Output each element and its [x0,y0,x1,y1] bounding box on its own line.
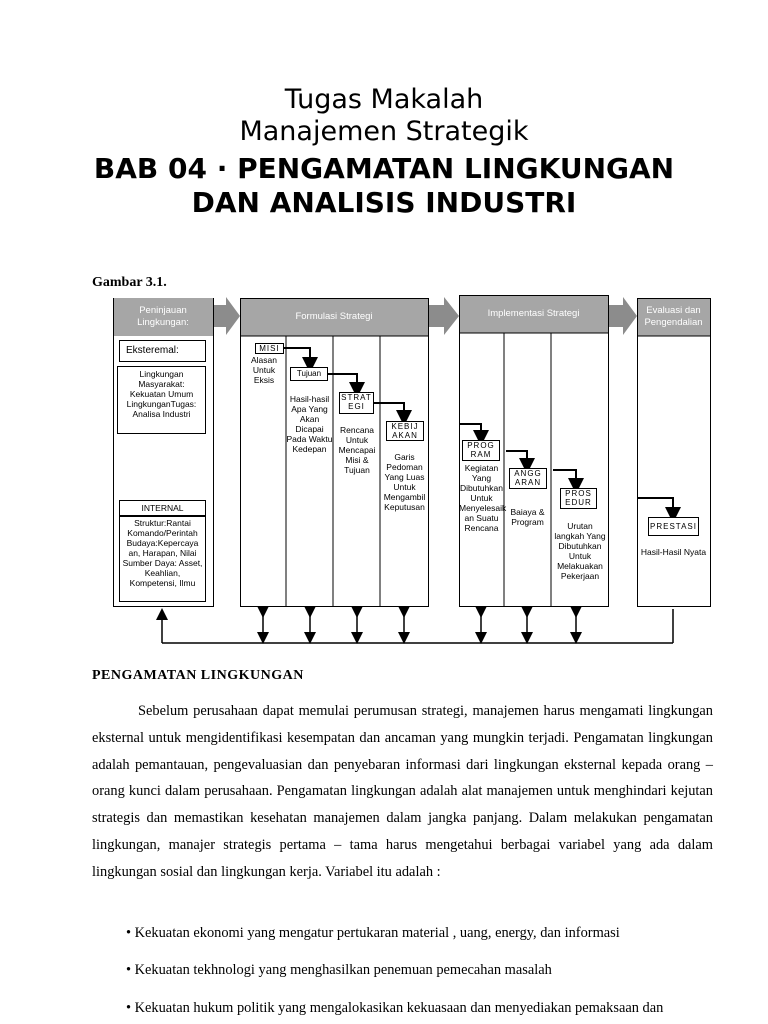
tujuan-text: Hasil-hasil Apa Yang Akan Dicapai Pada Waktu Kedepan [286,394,333,454]
header-formulasi: Formulasi Strategi [240,298,428,336]
figure-caption: Gambar 3.1. [92,275,167,290]
prestasi-box: PRESTASI [648,517,699,536]
stage-arrow-2 [429,297,459,335]
prosedur-text: Urutan langkah Yang Dibutuhkan Untuk Melakuakan Pekerjaan [554,521,606,581]
document-title-line1: Tugas Makalah [284,84,484,115]
kebijakan-text: Garis Pedoman Yang Luas Untuk Mengambil Keputusan [383,452,426,512]
bullet-item-1: • Kekuatan ekonomi yang mengatur pertukaran material , uang, energy, dan informasi [126,925,620,941]
anggaran-box: ANGG ARAN [509,468,547,489]
tujuan-box: Tujuan [290,367,328,381]
internal-title: INTERNAL [119,500,206,516]
eksternal-body: Lingkungan Masyarakat: Kekuatan Umum LingkunganTugas: Analisa Industri [117,366,206,434]
chapter-title-line2: DAN ANALISIS INDUSTRI [191,186,577,219]
header-implementasi: Implementasi Strategi [459,295,608,333]
program-box: PROG RAM [462,440,500,461]
body-paragraph [92,698,713,886]
bullet-item-3: • Kekuatan hukum politik yang mengalokasikan kekuasaan dan menyediakan pemaksaan dan [126,1000,664,1016]
header-evaluasi: Evaluasi dan Pengendalian [637,298,710,336]
prestasi-text: Hasil-Hasil Nyata [640,547,707,557]
anggaran-text: Baiaya & Program [510,507,545,527]
chapter-title-line1: BAB 04 · PENGAMATAN LINGKUNGAN [93,152,675,185]
header-peninjauan: Peninjauan Lingkungan: [113,298,213,336]
paragraph-text: Sebelum perusahaan dapat memulai perumusan strategi, manajemen harus mengamati lingkungan eksternal untuk mengidentifikasi kesempatan dan ancaman yang mungkin terjadi. Pengamatan lingkungan adalah pemantauan, pengevaluasian dan penyebaran informasi dari lingkungan eksternal kepada orang – orang kunci dalam perusahaan. Pengamatan lingkungan adalah alat manajemen untuk menghindari kejutan strategis dan memastikan kesehatan manajemen dalam jangka panjang. Dalam melakukan pengamatan lingkungan, manajer strategis pertama – tama harus mengetahui berbagai variabel yang ada dalam lingkungan sosial dan lingkungan kerja. Variabel itu adalah : [92,703,713,880]
kebijakan-box: KEBIJ AKAN [386,421,424,441]
eksternal-title: Eksteremal: [119,340,206,362]
internal-body: Struktur:Rantai Komando/Perintah Budaya:Kepercaya an, Harapan, Nilai Sumber Daya: Asset, Keahlian, Kompetensi, Ilmu [119,516,206,602]
strategi-box: STRAT EGI [339,392,374,414]
strategi-text: Rencana Untuk Mencapai Misi & Tujuan [338,425,376,475]
prosedur-box: PROS EDUR [560,488,597,509]
misi-text: Alasan Untuk Eksis [251,355,277,385]
stage-arrow-3 [609,297,637,335]
program-text: Kegiatan Yang Dibutuhkan Untuk Menyelesaik an Suatu Rencana [459,463,507,533]
misi-box: MISI [255,343,284,354]
document-title-line2: Manajemen Strategik [239,116,529,147]
stage-arrow-1 [214,297,240,335]
bullet-item-2: • Kekuatan tekhnologi yang menghasilkan penemuan pemecahan masalah [126,962,552,978]
section-heading: PENGAMATAN LINGKUNGAN [92,668,304,683]
